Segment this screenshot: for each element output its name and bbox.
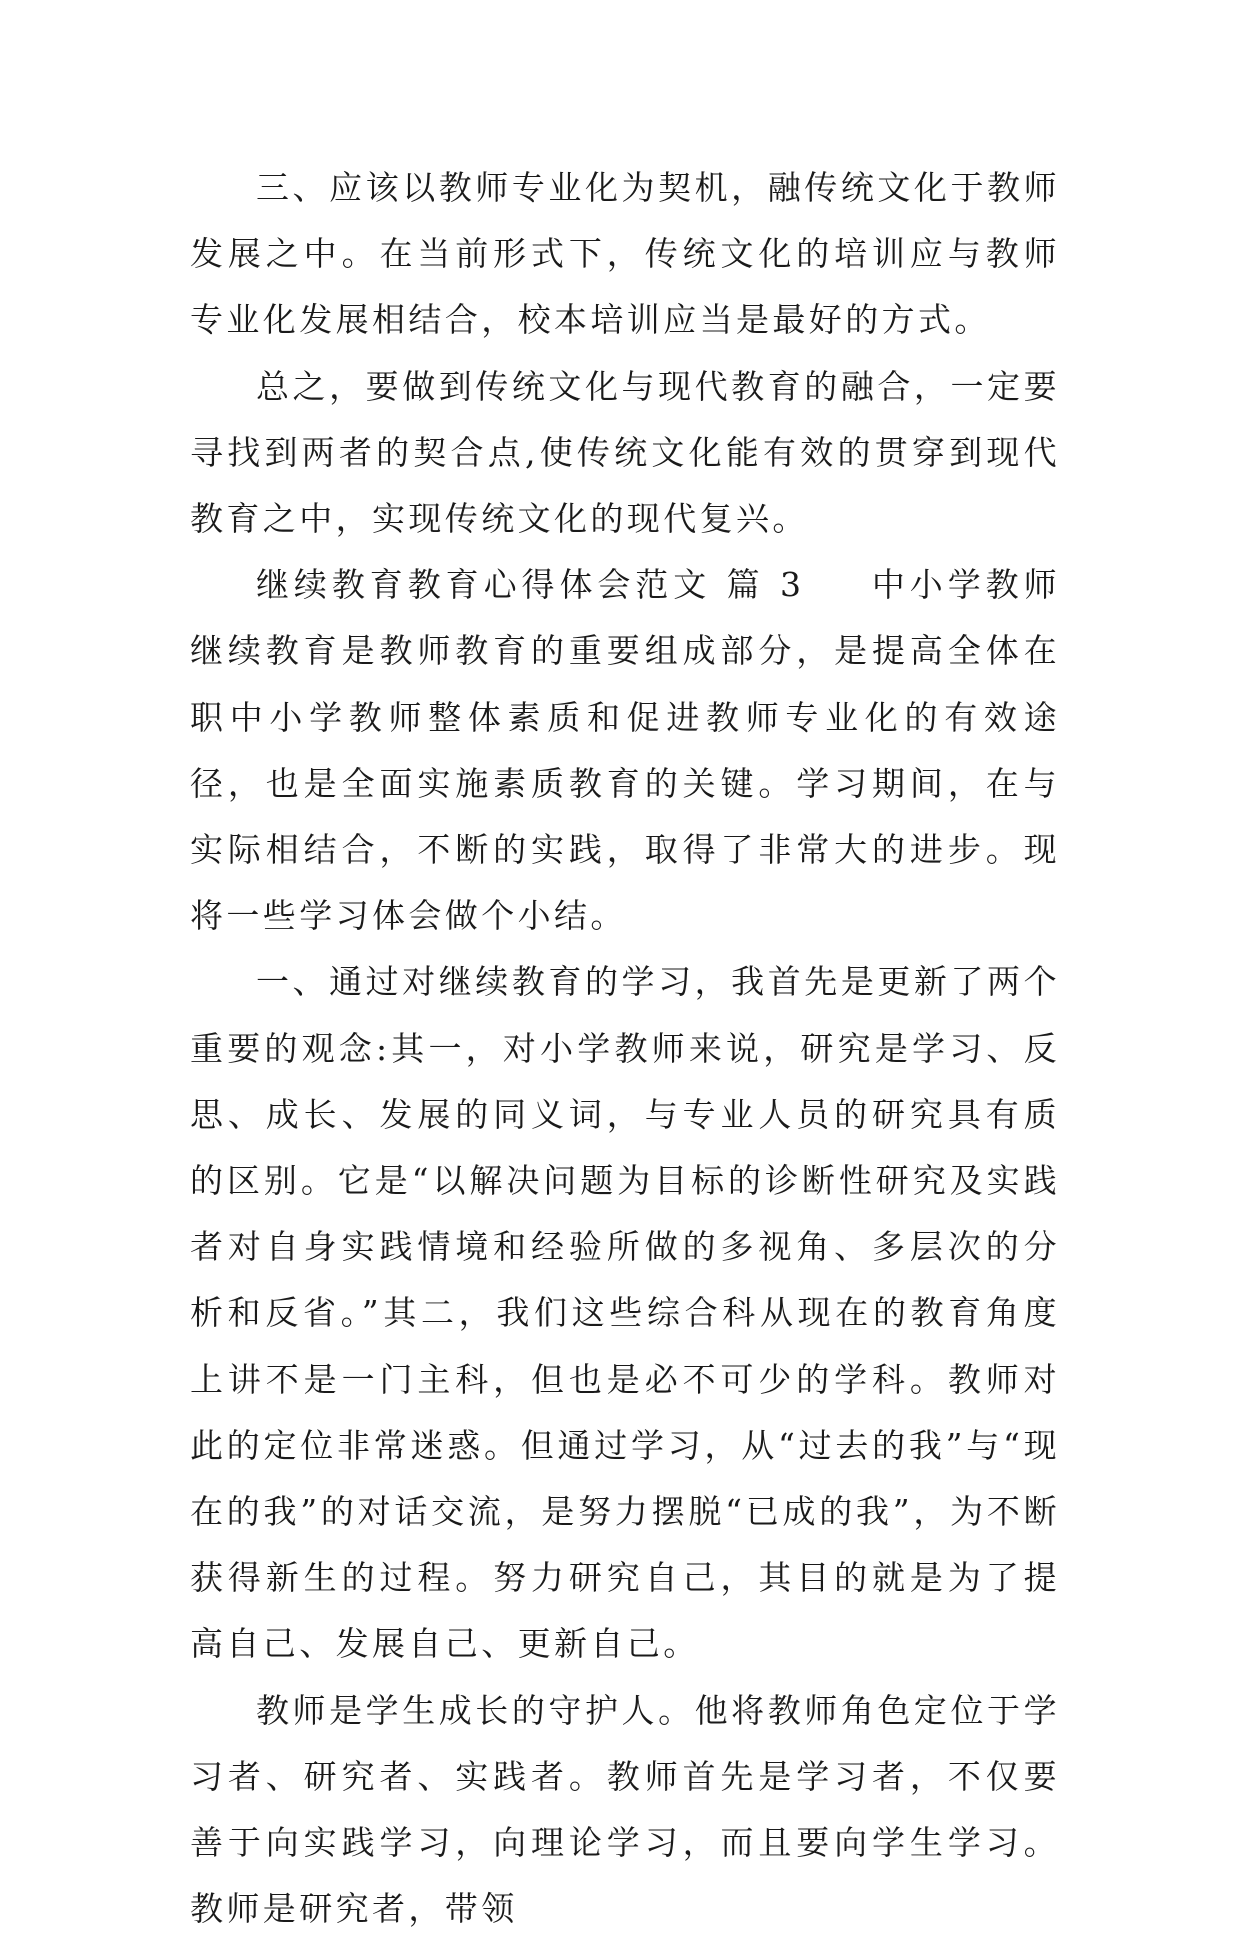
- paragraph-2: 总之，要做到传统文化与现代教育的融合，一定要寻找到两者的契合点,使传统文化能有效的贯穿到现代教育之中，实现传统文化的现代复兴。: [190, 366, 1060, 539]
- section-paragraph: [190, 552, 1060, 949]
- paragraph-1: 三、应该以教师专业化为契机，融传统文化于教师发展之中。在当前形式下，传统文化的培训应与教师专业化发展相结合，校本培训应当是最好的方式。: [190, 168, 1060, 340]
- paragraph-3: 一、通过对继续教育的学习，我首先是更新了两个重要的观念:其一，对小学教师来说，研究是学习、反思、成长、发展的同义词，与专业人员的研究具有质的区别。它是“以解决问题为目标的诊断性研究及实践者对自身实践情境和经验所做的多视角、多层次的分析和反省。”其二，我们这些综合科从现在的教育角度上讲不是一门主科，但也是必不可少的学科。教师对此的定位非常迷惑。但通过学习，从“过去的我”与“现在的我”的对话交流，是努力摆脱“已成的我”，为不断获得新生的过程。努力研究自己，其目的就是为了提高自己、发展自己、更新自己。: [190, 962, 1060, 1664]
- section-title: 继续教育教育心得体会范文 篇 3: [256, 565, 805, 605]
- document-body: [190, 155, 1060, 1942]
- paragraph-4: 教师是学生成长的守护人。他将教师角色定位于学习者、研究者、实践者。教师首先是学习者，不仅要善于向实践学习，向理论学习，而且要向学生学习。教师是研究者，带领: [190, 1690, 1060, 1929]
- section-intro: 中小学教师继续教育是教师教育的重要组成部分，是提高全体在职中小学教师整体素质和促进教师专业化的有效途径，也是全面实施素质教育的关键。学习期间，在与实际相结合，不断的实践，取得了非常大的进步。现将一些学习体会做个小结。: [190, 565, 1060, 936]
